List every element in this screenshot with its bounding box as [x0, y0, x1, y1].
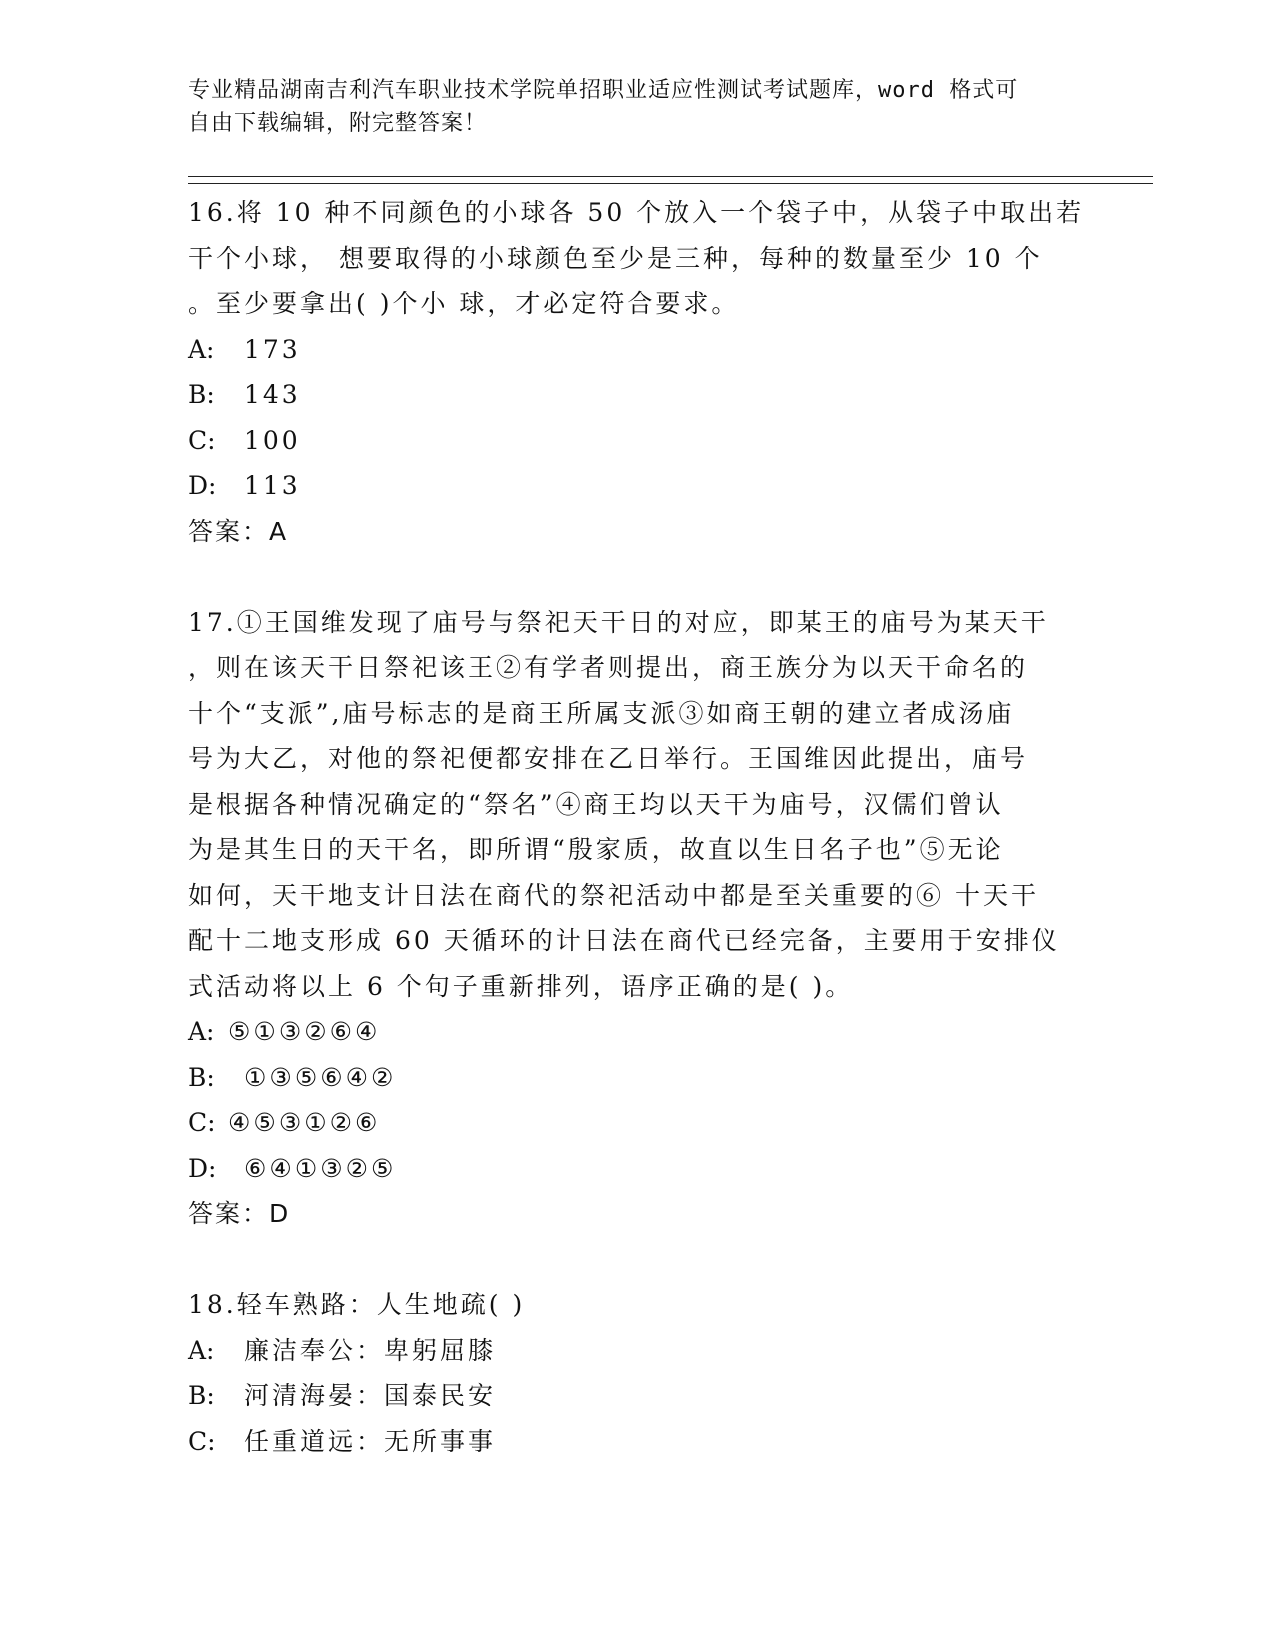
option-text: 173 [244, 334, 301, 364]
option-a [188, 1328, 1068, 1374]
question-16 [188, 190, 1085, 554]
header-divider-top [188, 176, 1153, 177]
option-a [188, 1009, 1068, 1055]
option-text: 河清海晏：国泰民安 [244, 1381, 497, 1410]
option-letter: D: [188, 471, 217, 500]
option-letter: D: [188, 1153, 217, 1183]
question-stem-line: 式活动将以上 6 个句子重新排列，语序正确的是( )。 [188, 971, 854, 1001]
option-letter: A: [188, 1335, 215, 1365]
header-line: 自由下载编辑，附完整答案！ [188, 111, 488, 136]
option-letter: A: [188, 1017, 215, 1046]
option-text: 100 [244, 425, 301, 455]
question-17 [188, 600, 1068, 1237]
option-text: 廉洁奉公：卑躬屈膝 [244, 1335, 497, 1365]
option-text: ①③⑤⑥④② [244, 1062, 397, 1092]
option-letter: A: [188, 334, 215, 364]
option-c [188, 1419, 1068, 1465]
option-d [188, 1146, 1068, 1192]
option-text: 113 [244, 471, 301, 500]
option-b [188, 1055, 1068, 1101]
question-stem-line: 是根据各种情况确定的“祭名”④商王均以天干为庙号，汉儒们曾认 [188, 789, 1004, 819]
header-line: 专业精品湖南吉利汽车职业技术学院单招职业适应性测试考试题库，word 格式可 [188, 78, 1019, 103]
header-divider-bottom [188, 183, 1153, 184]
question-stem-line: 如何，天干地支计日法在商代的祭祀活动中都是至关重要的⑥ 十天干 [188, 880, 1039, 910]
option-letter: B: [188, 1381, 215, 1410]
question-18 [188, 1282, 1068, 1464]
question-stem-line: 号为大乙，对他的祭祀便都安排在乙日举行。王国维因此提出，庙号 [188, 744, 1029, 773]
option-letter: B: [188, 380, 215, 409]
question-stem-line: 为是其生日的天干名，即所谓“殷家质，故直以生日名子也”⑤无论 [188, 835, 1004, 864]
option-b [188, 1373, 1068, 1419]
option-letter: C: [188, 1108, 216, 1137]
option-b [188, 372, 1068, 418]
question-stem-line: 16.将 10 种不同颜色的小球各 50 个放入一个袋子中，从袋子中取出若 [188, 198, 1085, 227]
option-letter: B: [188, 1062, 215, 1092]
option-text: 任重道远：无所事事 [244, 1426, 497, 1456]
question-stem-line: 配十二地支形成 60 天循环的计日法在商代已经完备，主要用于安排仪 [188, 926, 1060, 955]
option-text: ⑥④①③②⑤ [244, 1153, 397, 1183]
question-stem-line: 干个小球， 想要取得的小球颜色至少是三种，每种的数量至少 10 个 [188, 243, 1043, 273]
answer-line: 答案：A [188, 516, 289, 546]
question-stem-line: 。至少要拿出( )个小 球，才必定符合要求。 [188, 289, 740, 318]
option-text: ④⑤③①②⑥ [228, 1108, 381, 1137]
spacer [188, 1237, 1068, 1283]
option-c [188, 418, 1068, 464]
answer-line: 答案：D [188, 1199, 291, 1228]
question-stem-line: 17.①王国维发现了庙号与祭祀天干日的对应，即某王的庙号为某天干 [188, 607, 1049, 637]
document-header [188, 74, 1088, 140]
option-text: 143 [244, 380, 301, 409]
spacer [188, 554, 1068, 600]
option-d [188, 463, 1068, 509]
option-a [188, 327, 1068, 373]
question-list [188, 190, 1085, 1464]
question-stem-line: 18.轻车熟路：人生地疏( ) [188, 1290, 526, 1319]
question-stem-line: ，则在该天干日祭祀该王②有学者则提出，商王族分为以天干命名的 [188, 653, 1029, 682]
option-text: ⑤①③②⑥④ [228, 1017, 381, 1046]
option-letter: C: [188, 425, 216, 455]
option-letter: C: [188, 1426, 216, 1456]
question-stem-line: 十个“支派”,庙号标志的是商王所属支派③如商王朝的建立者成汤庙 [188, 698, 1015, 728]
option-c [188, 1100, 1068, 1146]
